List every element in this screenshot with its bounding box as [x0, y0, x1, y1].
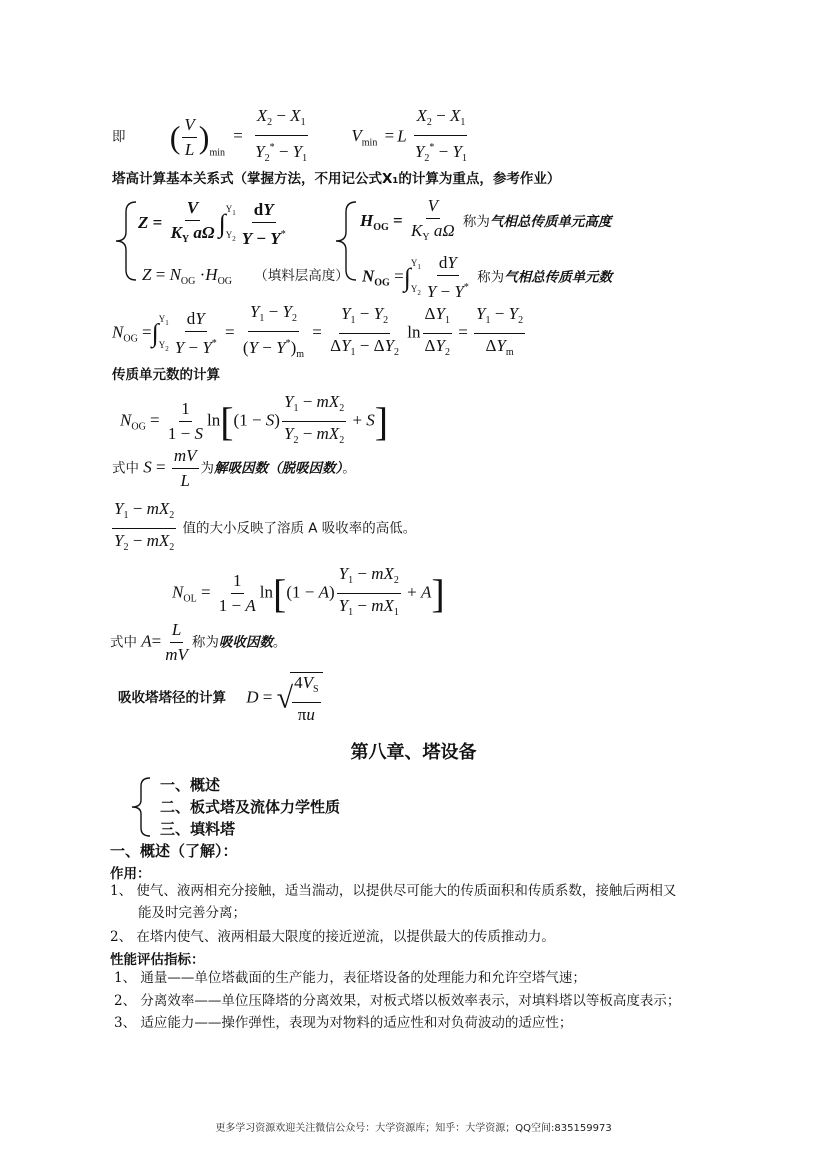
- nog-integral-formula: $N_{OG}$ =∫ $Y_1$ $Y_2$ $\frac{dY}{Y - Y^*}$ 称为气相总传质单元数: [362, 253, 613, 302]
- z-integral-formula: Z = $\frac{V}{K_Y a\Omega}$ ∫ $Y_1$ $Y_2$ $\frac{dY}{Y - Y^*}$: [138, 198, 286, 248]
- ratio-note: 值的大小反映了溶质 A 吸收率的高低。: [182, 520, 417, 537]
- chapter-title: 第八章、塔设备: [350, 742, 477, 763]
- left-brace: [114, 200, 138, 282]
- nog-log-mean-formula: $N_{OG}$ =∫ $Y_1$ $Y_2$ $\frac{dY}{Y - Y^*}$ = $\frac{Y_1 - Y_2}{(Y - Y^*)_m}$ = $\frac{Y_1 - Y_2}{\Delta Y_1 - \Delta Y_2}$ ln $\frac{\Delta Y_1}{\Delta Y_2}$ = $\frac{Y_1 - Y_2}{\Delta Y_m}$: [112, 302, 524, 360]
- a-definition: 式中 A= $\frac{L}{mV}$ 称为吸收因数。: [110, 620, 287, 664]
- nog-desc: 气相总传质单元数: [504, 269, 613, 286]
- ratio-note-line: $\frac{Y_1 - mX_2}{Y_2 - mX_2}$ 值的大小反映了溶质 A 吸收率的高低。: [114, 499, 417, 553]
- a-note-prefix: 式中: [110, 634, 137, 651]
- formula-prefix: 即: [112, 129, 126, 146]
- diameter-line: 吸收塔塔径的计算 D = √ $\frac{4V_S}{\pi u}$: [118, 672, 323, 725]
- right-brace: [334, 200, 358, 282]
- tower-height-heading: 塔高计算基本关系式（掌握方法，不用记公式X₁的计算为重点，参考作业）: [112, 171, 561, 187]
- s-note-end: 。: [342, 460, 356, 477]
- outline-item-1: 一、概述: [160, 776, 221, 794]
- nol-formula: $N_{OL}$ = $\frac{1}{1 - A}$ ln[(1 − A) $\frac{Y_1 - mX_2}{Y_1 - mX_1}$ + A]: [172, 564, 445, 618]
- function-item-2: 2、 在塔内使气、液两相最大限度的接近逆流，以提供最大的传质推动力。: [110, 929, 555, 945]
- hog-desc-prefix: 称为: [462, 213, 490, 230]
- a-note-bold: 吸收因数: [218, 634, 273, 651]
- outline-brace: [130, 776, 152, 838]
- overview-heading: 一、概述（了解）：: [110, 842, 238, 860]
- formula-lv-min: 即 ( $\frac{V}{L}$ )$_{min}$ = $\frac{X_2 - X_1}{Y_2^* - Y_1}$ $V_{min} = L$ $\frac{X_2 - X_1}{Y_2^* - Y_1}$: [112, 106, 467, 164]
- outline-item-2: 二、板式塔及流体力学性质: [160, 798, 341, 816]
- nog-s-formula: $N_{OG}$ = $\frac{1}{1 - S}$ ln[(1 − S) $\frac{Y_1 - mX_2}{Y_2 - mX_2}$ + S]: [120, 392, 389, 446]
- performance-item-3: 3、 适应能力——操作弹性，表现为对物料的适应性和对负荷波动的适应性；: [114, 1015, 573, 1031]
- a-note-mid: 称为: [191, 634, 219, 651]
- s-definition: 式中 S = $\frac{mV}{L}$ 为解吸因数（脱吸因数）。: [112, 446, 356, 490]
- performance-item-2: 2、 分离效率——单位压降塔的分离效果，对板式塔以板效率表示，对填料塔以等板高度表示；: [114, 993, 681, 1009]
- function-item-1: 1、 使气、液两相充分接触，适当湍动，以提供尽可能大的传质面积和传质系数，接触后两相又: [110, 883, 677, 899]
- s-note-prefix: 式中: [112, 460, 139, 477]
- page-footer: 更多学习资源欢迎关注微信公众号：大学资源库；知乎：大学资源；QQ空间:835159973: [215, 1123, 612, 1134]
- performance-item-1: 1、 通量——单位塔截面的生产能力，表征塔设备的处理能力和允许空塔气速；: [114, 970, 586, 986]
- transfer-units-heading: 传质单元数的计算: [112, 367, 220, 383]
- s-note-bold: 解吸因数（脱吸因数）: [214, 460, 343, 477]
- function-item-1-cont: 能及时完善分离；: [138, 905, 246, 921]
- packing-height-note: （填料层高度）: [254, 268, 349, 284]
- z-product-formula: $Z = N_{OG} \cdot H_{OG}$ （填料层高度）: [142, 265, 349, 287]
- diameter-heading: 吸收塔塔径的计算: [118, 690, 226, 707]
- a-note-end: 。: [272, 634, 287, 651]
- outline-item-3: 三、填料塔: [160, 820, 236, 838]
- performance-heading: 性能评估指标：: [110, 952, 205, 968]
- function-heading: 作用：: [110, 866, 151, 882]
- nog-desc-prefix: 称为: [477, 269, 505, 286]
- hog-desc: 气相总传质单元高度: [489, 213, 612, 230]
- s-note-mid: 为: [200, 460, 215, 477]
- hog-formula: $H_{OG}$ = $\frac{V}{K_Y a\Omega}$ 称为气相总传质单元高度: [360, 196, 612, 243]
